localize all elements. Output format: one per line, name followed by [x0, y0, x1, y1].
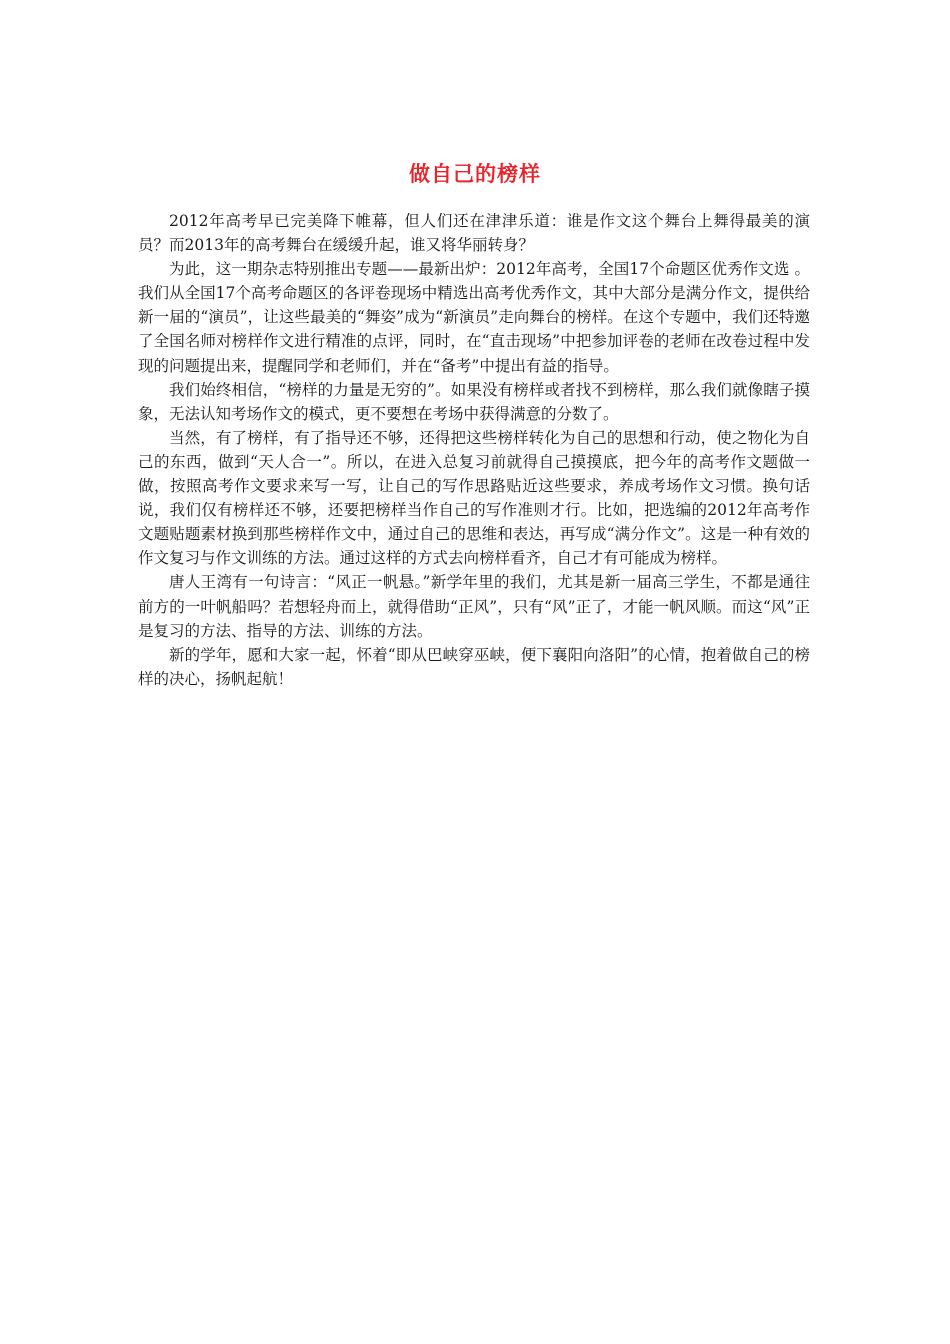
paragraph-1: 2012年高考早已完美降下帷幕，但人们还在津津乐道：谁是作文这个舞台上舞得最美的演员？而2013年的高考舞台在缓缓升起，谁又将华丽转身？	[138, 212, 810, 255]
paragraph-6: 新的学年，愿和大家一起，怀着“即从巴峡穿巫峡，便下襄阳向洛阳”的心情，抱着做自己的榜样的决心，扬帆起航！	[138, 645, 810, 688]
paragraph-4: 当然，有了榜样，有了指导还不够，还得把这些榜样转化为自己的思想和行动，使之物化为自己的东西，做到“天人合一”。所以，在进入总复习前就得自己摸摸底，把今年的高考作文题做一做，按照高考作文要求来写一写，让自己的写作思路贴近这些要求，养成考场作文习惯。换句话说，我们仅有榜样还不够，还要把榜样当作自己的写作准则才行。比如，把选编的2012年高考作文题贴题素材换到那些榜样作文中，通过自己的思维和表达，再写成“满分作文”。这是一种有效的作文复习与作文训练的方法。通过这样的方式去向榜样看齐，自己才有可能成为榜样。	[138, 428, 810, 568]
paragraph-5: 唐人王湾有一句诗言：“风正一帆悬。”新学年里的我们，尤其是新一届高三学生，不都是通往前方的一叶帆船吗？若想轻舟而上，就得借助“正风”，只有“风”正了，才能一帆风顺。而这“风”正是复习的方法、指导的方法、训练的方法。	[138, 573, 810, 640]
document-title: 做自己的榜样	[409, 162, 541, 186]
paragraph-3: 我们始终相信，“榜样的力量是无穷的”。如果没有榜样或者找不到榜样，那么我们就像瞎子摸象，无法认知考场作文的模式，更不要想在考场中获得满意的分数了。	[138, 380, 810, 423]
paragraph-2: 为此，这一期杂志特别推出专题——最新出炉：2012年高考，全国17个命题区优秀作文选 。我们从全国17个高考命题区的各评卷现场中精选出高考优秀作文，其中大部分是满分作文，提供给新一届的“演员”，让这些最美的“舞姿”成为“新演员”走向舞台的榜样。在这个专题中，我们还特邀了全国名师对榜样作文进行精准的点评，同时，在“直击现场”中把参加评卷的老师在改卷过程中发现的问题提出来，提醒同学和老师们，并在“备考”中提出有益的指导。	[138, 260, 810, 375]
document-body	[138, 209, 810, 691]
